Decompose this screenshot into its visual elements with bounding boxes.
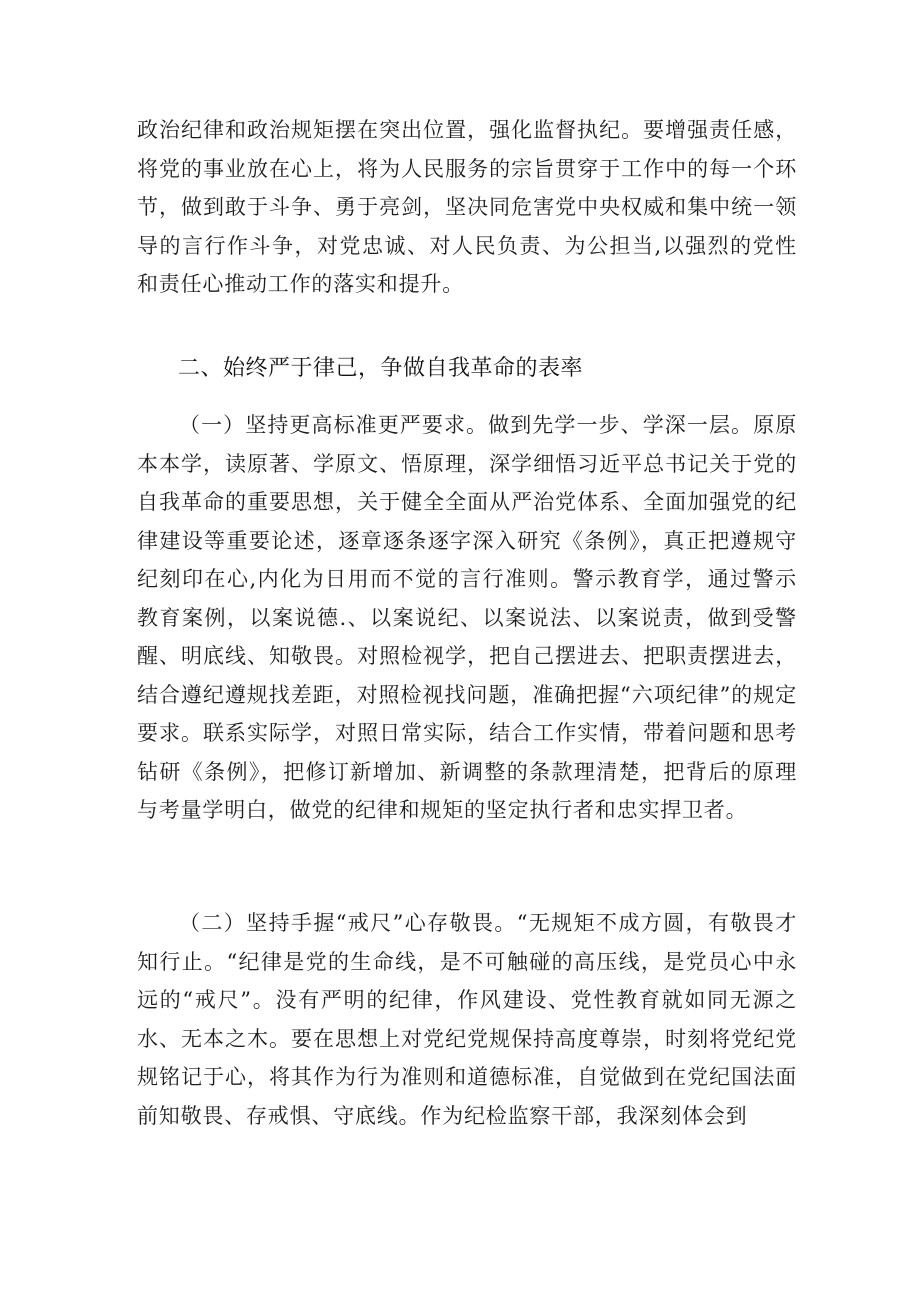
- section-heading: 二、始终严于律己，争做自我革命的表率: [178, 356, 584, 381]
- body-paragraph-2: （一）坚持更高标准更严要求。做到先学一步、学深一层。原原本本学，读原著、学原文、悟原理，深学细悟习近平总书记关于党的自我革命的重要思想，关于健全全面从严治党体系、全面加强党的纪律建设等重要论述，逐章逐条逐字深入研究《条例》，真正把遵规守纪刻印在心,内化为日用而不觉的言行准则。警示教育学，通过警示教育案例，以案说德.、以案说纪、以案说法、以案说责，做到受警醒、明底线、知敬畏。对照检视学，把自己摆进去、把职责摆进去，结合遵纪遵规找差距，对照检视找问题，准确把握“六项纪律”的规定要求。联系实际学，对照日常实际，结合工作实情，带着问题和思考钻研《条例》，把修订新增加、新调整的条款理清楚，把背后的原理与考量学明白，做党的纪律和规矩的坚定执行者和忠实捍卫者。: [137, 413, 797, 822]
- body-paragraph-3: （二）坚持手握“戒尺”心存敬畏。“无规矩不成方圆，有敬畏才知行止。“纪律是党的生命线，是不可触碰的高压线，是党员心中永远的“戒尺”。没有严明的纪律，作风建设、党性教育就如同无源之水、无本之木。要在思想上对党纪党规保持高度尊崇，时刻将党纪党规铭记于心，将其作为行为准则和道德标准，自觉做到在党纪国法面前知敬畏、存戒惧、守底线。作为纪检监察干部，我深刻体会到: [137, 911, 797, 1128]
- body-paragraph-1: 政治纪律和政治规矩摆在突出位置，强化监督执纪。要增强责任感，将党的事业放在心上，将为人民服务的宗旨贯穿于工作中的每一个环节，做到敢于斗争、勇于亮剑，坚决同危害党中央权威和集中统一领导的言行作斗争，对党忠诚、对人民负责、为公担当,以强烈的党性和责任心推动工作的落实和提升。: [137, 118, 797, 296]
